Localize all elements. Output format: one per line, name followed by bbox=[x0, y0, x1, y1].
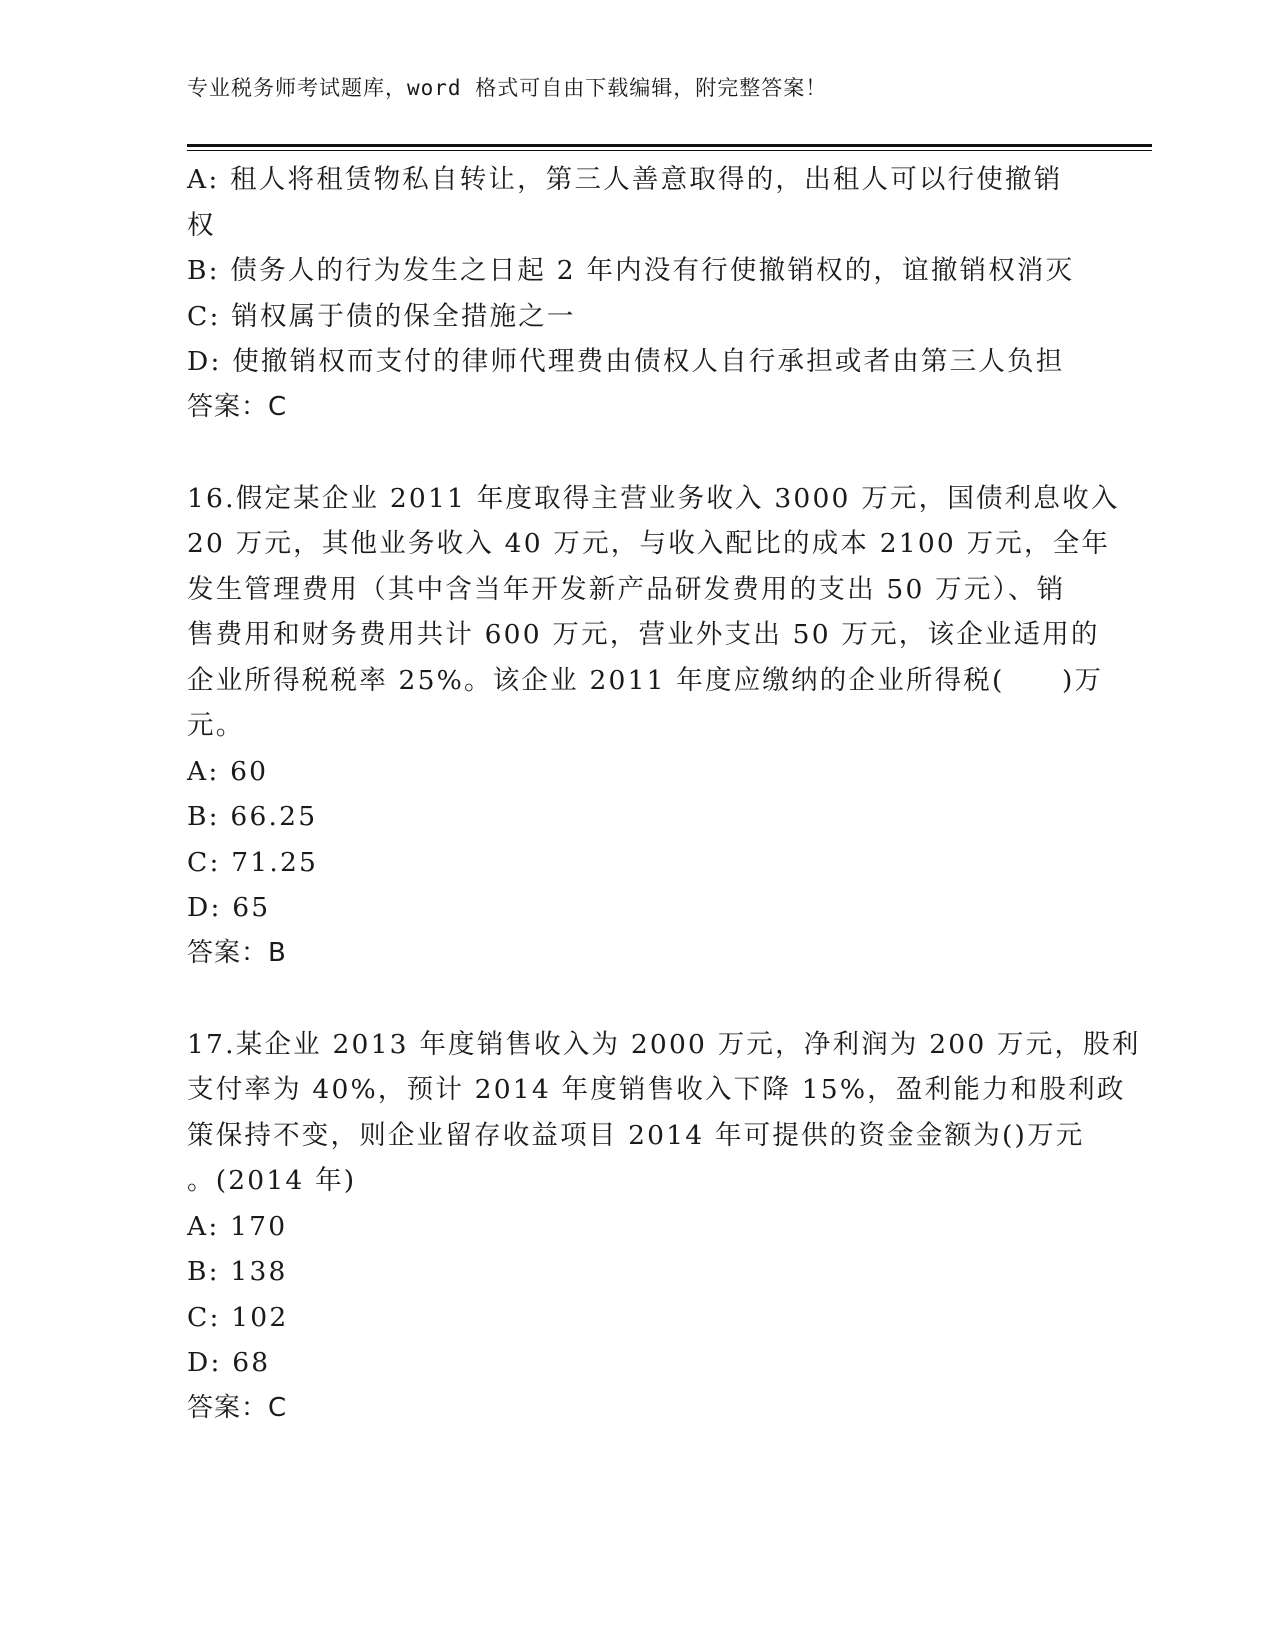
option-c: C: 71.25 bbox=[187, 846, 319, 878]
spacer bbox=[187, 430, 1087, 476]
question-stem-line: 发生管理费用（其中含当年开发新产品研发费用的支出 50 万元）、销 bbox=[187, 573, 1066, 605]
question-15 bbox=[187, 157, 1087, 430]
page-header: 专业税务师考试题库，word 格式可自由下载编辑，附完整答案！ bbox=[187, 76, 828, 100]
question-stem-line: 策保持不变，则企业留存收益项目 2014 年可提供的资金金额为()万元 bbox=[187, 1119, 1085, 1151]
question-stem-line: 元。 bbox=[187, 710, 245, 741]
header-rule-thick bbox=[187, 144, 1152, 147]
question-stem-line: 售费用和财务费用共计 600 万元，营业外支出 50 万元，该企业适用的 bbox=[187, 619, 1100, 650]
option-a: A: 租人将租赁物私自转让，第三人善意取得的，出租人可以行使撤销 bbox=[187, 164, 1063, 195]
option-b: B: 66.25 bbox=[187, 801, 318, 832]
question-stem-line: 20 万元，其他业务收入 40 万元，与收入配比的成本 2100 万元，全年 bbox=[187, 528, 1111, 559]
answer: 答案：C bbox=[187, 1392, 288, 1423]
option-c: C: 102 bbox=[187, 1301, 289, 1333]
option-b: B: 138 bbox=[187, 1256, 288, 1287]
option-d: D: 使撤销权而支付的律师代理费由债权人自行承担或者由第三人负担 bbox=[187, 346, 1065, 377]
document-body bbox=[187, 157, 1141, 1431]
option-c: C: 销权属于债的保全措施之一 bbox=[187, 300, 576, 332]
option-a-continued: 权 bbox=[187, 209, 216, 241]
option-b: B: 债务人的行为发生之日起 2 年内没有行使撤销权的，谊撤销权消灭 bbox=[187, 255, 1075, 286]
question-17 bbox=[187, 1022, 1141, 1432]
question-stem-line: 。(2014 年) bbox=[187, 1165, 357, 1196]
answer: 答案：C bbox=[187, 391, 288, 422]
option-d: D: 65 bbox=[187, 892, 271, 923]
question-stem-line: 支付率为 40%，预计 2014 年度销售收入下降 15%，盈利能力和股利政 bbox=[187, 1074, 1126, 1105]
option-a: A: 60 bbox=[187, 755, 269, 787]
question-16 bbox=[187, 476, 1120, 977]
option-a: A: 170 bbox=[187, 1210, 288, 1242]
spacer bbox=[187, 976, 1087, 1022]
answer: 答案：B bbox=[187, 937, 287, 968]
question-stem-line: 17.某企业 2013 年度销售收入为 2000 万元，净利润为 200 万元，股利 bbox=[187, 1028, 1141, 1060]
question-stem-line: 16.假定某企业 2011 年度取得主营业务收入 3000 万元，国债利息收入 bbox=[187, 482, 1120, 514]
header-rule-thin bbox=[187, 150, 1152, 151]
option-d: D: 68 bbox=[187, 1347, 271, 1378]
question-stem-line: 企业所得税税率 25%。该企业 2011 年度应缴纳的企业所得税( )万 bbox=[187, 664, 1104, 696]
